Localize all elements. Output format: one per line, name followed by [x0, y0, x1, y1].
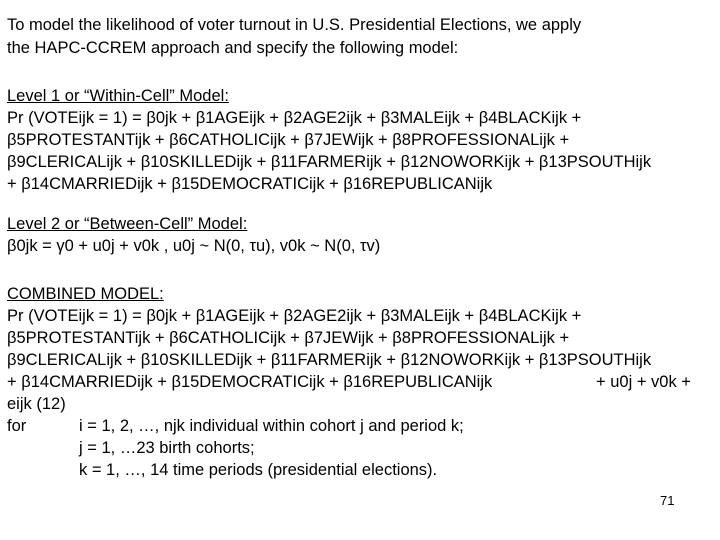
level1-heading: Level 1 or “Within-Cell” Model: — [7, 87, 229, 105]
definition-item: j = 1, …23 birth cohorts; — [79, 439, 255, 457]
definition-item: i = 1, 2, …, njk individual within cohort j and period k; — [79, 417, 464, 435]
combined-equation-line: β5PROTESTANTijk + β6CATHOLICijk + β7JEWijk + β8PROFESSIONALijk + — [7, 329, 570, 347]
combined-equation-line: + β14CMARRIEDijk + β15DEMOCRATICijk + β16REPUBLICANijk — [7, 373, 493, 391]
level2-heading: Level 2 or “Between-Cell” Model: — [7, 215, 248, 233]
combined-error-terms: + u0j + v0k + — [596, 373, 691, 391]
level1-equation-line: β9CLERICALijk + β10SKILLEDijk + β11FARMERijk + β12NOWORKijk + β13PSOUTHijk — [7, 153, 652, 171]
level1-equation-line: + β14CMARRIEDijk + β15DEMOCRATICijk + β16REPUBLICANijk — [7, 175, 493, 193]
level1-equation-line: β5PROTESTANTijk + β6CATHOLICijk + β7JEWijk + β8PROFESSIONALijk + — [7, 131, 570, 149]
combined-equation-line: eijk (12) — [7, 395, 66, 413]
combined-equation-line: β9CLERICALijk + β10SKILLEDijk + β11FARMERijk + β12NOWORKijk + β13PSOUTHijk — [7, 351, 652, 369]
intro-line-1: To model the likelihood of voter turnout in U.S. Presidential Elections, we apply — [7, 16, 582, 34]
definitions-for-label: for — [7, 417, 27, 435]
combined-heading: COMBINED MODEL: — [7, 285, 164, 303]
level2-equation: β0jk = γ0 + u0j + v0k , u0j ~ N(0, τu), v0k ~ N(0, τv) — [7, 237, 381, 255]
definition-item: k = 1, …, 14 time periods (presidential elections). — [79, 461, 438, 479]
page-number: 71 — [660, 493, 675, 508]
level1-equation-line: Pr (VOTEijk = 1) = β0jk + β1AGEijk + β2AGE2ijk + β3MALEijk + β4BLACKijk + — [7, 109, 582, 127]
combined-equation-line: Pr (VOTEijk = 1) = β0jk + β1AGEijk + β2AGE2ijk + β3MALEijk + β4BLACKijk + — [7, 307, 582, 325]
intro-line-2: the HAPC-CCREM approach and specify the following model: — [7, 39, 459, 57]
